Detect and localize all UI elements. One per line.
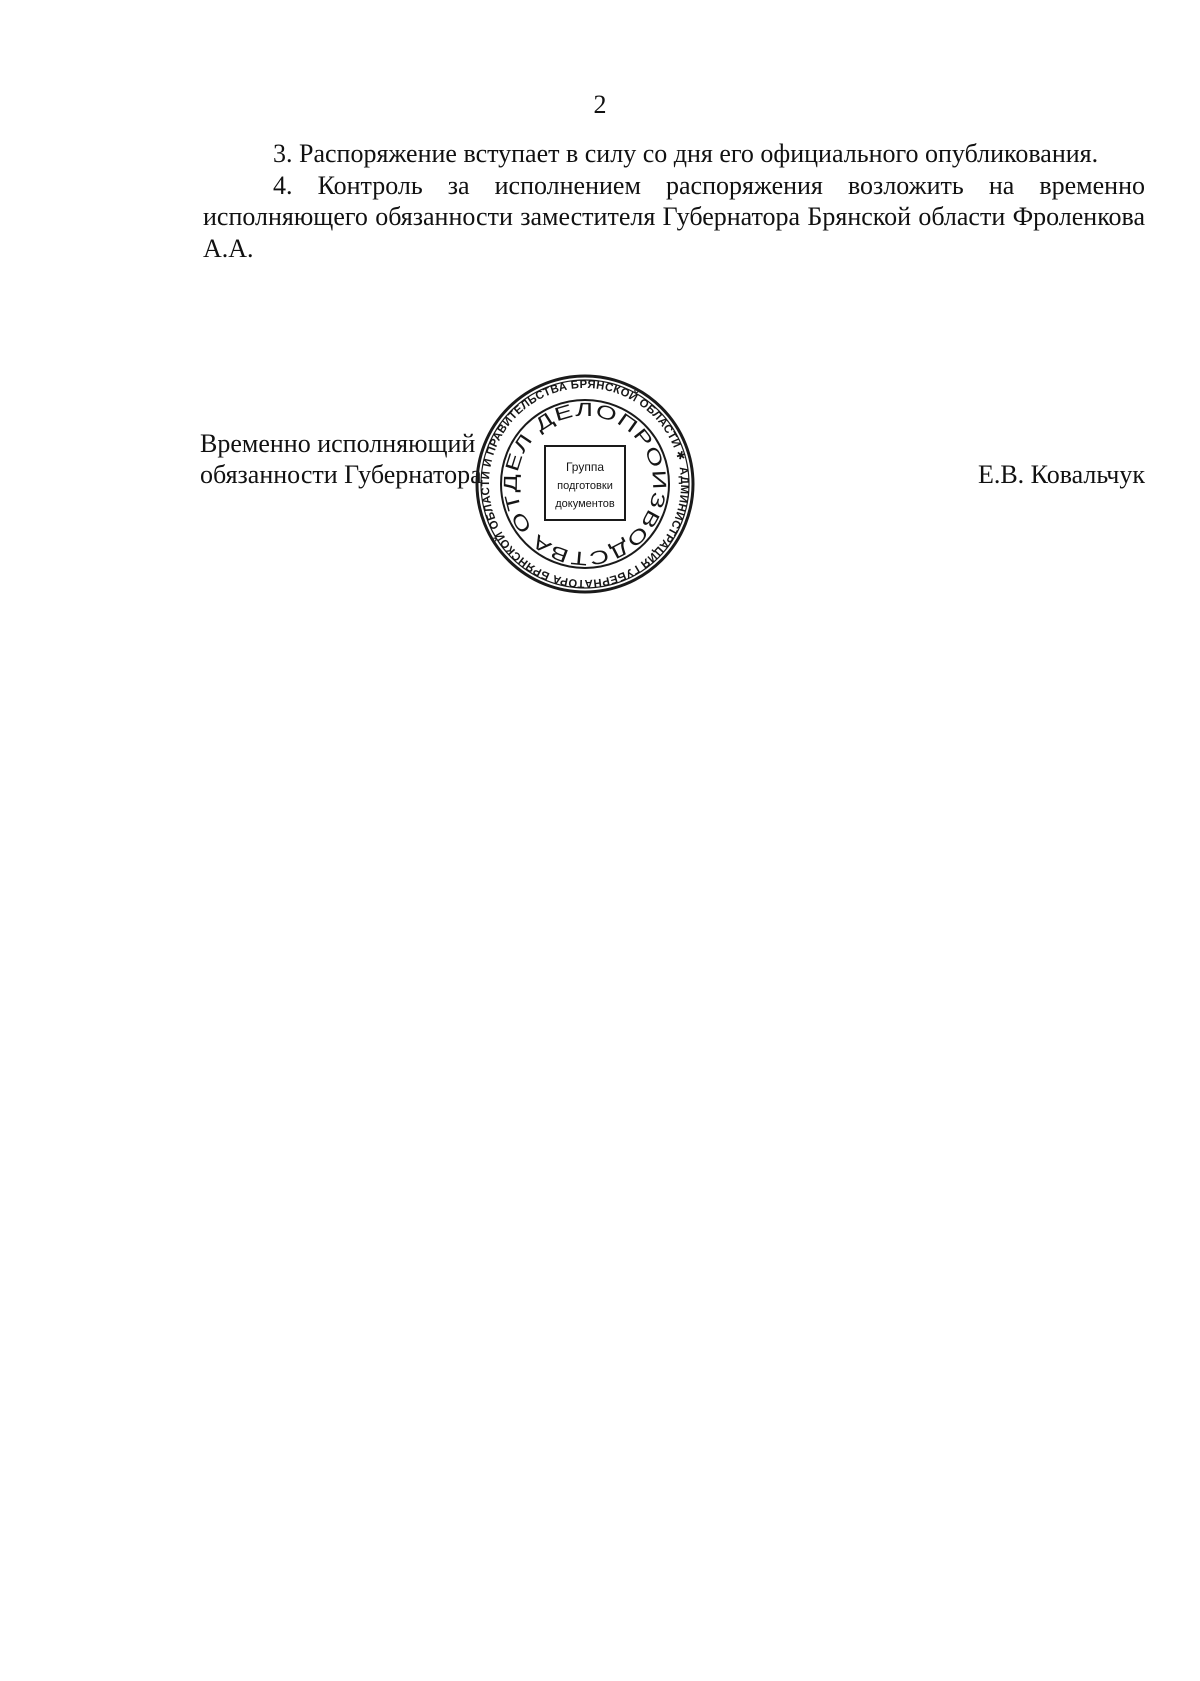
page-number: 2 bbox=[593, 90, 607, 119]
document-body bbox=[203, 138, 1145, 264]
stamp-center-line3: документов bbox=[555, 498, 615, 510]
official-stamp bbox=[473, 372, 697, 596]
signatory-title-line2: обязанности Губернатора bbox=[200, 460, 482, 489]
signatory-name: Е.В. Ковальчук bbox=[977, 460, 1145, 489]
stamp-center-line2: подготовки bbox=[557, 480, 613, 492]
paragraph-4: 4. Контроль за исполнением распоряжения возложить на временно исполняющего обязанности заместителя Губернатора Брянской области Фроленкова А.А. bbox=[203, 170, 1145, 263]
signatory-title bbox=[200, 428, 520, 490]
stamp-inner-text: ОТДЕЛ ДЕЛОПРОИЗВОДСТВА bbox=[500, 399, 670, 569]
stamp-graphic bbox=[473, 372, 697, 596]
signatory-title-line1: Временно исполняющий bbox=[200, 429, 476, 458]
paragraph-3: 3. Распоряжение вступает в силу со дня его официального опубликования. bbox=[273, 139, 1099, 168]
stamp-outer-text: АДМИНИСТРАЦИЯ ГУБЕРНАТОРА БРЯНСКОЙ ОБЛАСТИ И ПРАВИТЕЛЬСТВА БРЯНСКОЙ ОБЛАСТИ ✱ bbox=[479, 378, 691, 590]
stamp-center-line1: Группа bbox=[565, 460, 605, 474]
